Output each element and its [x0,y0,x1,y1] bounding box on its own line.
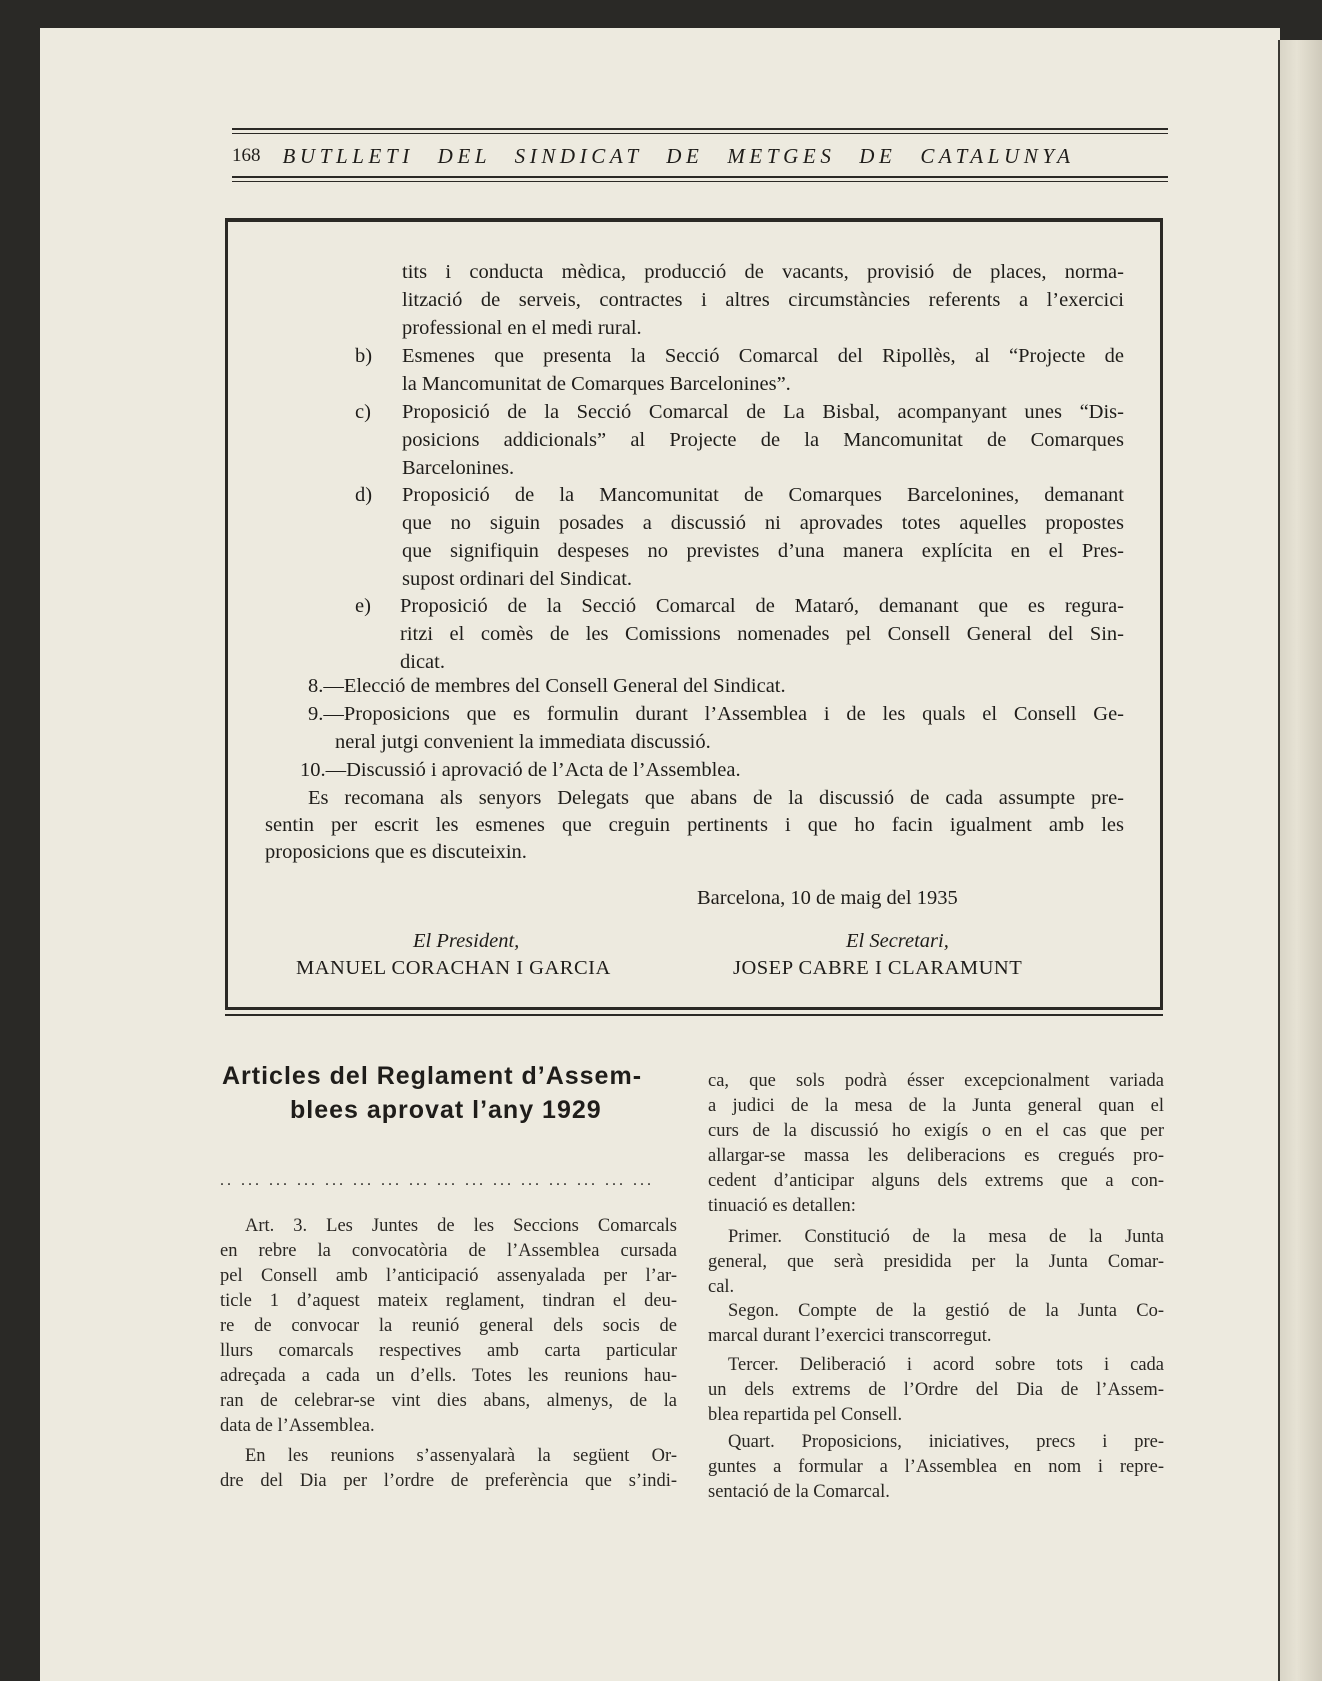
right-column-line: curs de la discussió ho exigís o en el cas que per [708,1121,1164,1141]
president-role: El President, [413,930,520,952]
notice-line: sentin per escrit les esmenes que creguin pertinents i que ho facin igualment amb les [265,814,1124,836]
item-label-c: c) [355,401,371,423]
notice-line: que no siguin posades a discussió ni aprovades totes aquelles propostes [402,512,1124,534]
right-column-line: blea repartida pel Consell. [708,1405,903,1425]
notice-line: que signifiquin despeses no previstes d’una manera explícita en el Pres- [402,540,1124,562]
left-column-line: re de convocar la reunió general dels socis de [220,1316,677,1336]
next-page-edge [1280,40,1322,1681]
running-title: BUTLLETI DEL SINDICAT DE METGES DE CATALUNYA [282,143,1075,168]
right-column-line: un dels extrems de l’Ordre del Dia de l’Assem- [708,1380,1164,1400]
left-column-line: ran de celebrar-se vint dies abans, almenys, de la [220,1391,677,1411]
running-header [232,140,1168,172]
president-name: MANUEL CORACHAN I GARCIA [296,957,611,979]
right-column-line: marcal durant l’exercici transcorregut. [708,1326,992,1346]
right-column-line: Primer. Constitució de la mesa de la Junta [728,1227,1164,1247]
notice-line: Proposició de la Mancomunitat de Comarques Barcelonines, demanant [402,484,1124,506]
right-column-line: Segon. Compte de la gestió de la Junta Co- [728,1301,1164,1321]
notice-line: la Mancomunitat de Comarques Barcelonines”. [402,373,791,395]
notice-line: supost ordinari del Sindicat. [402,568,633,590]
notice-item-10: 10.—Discussió i aprovació de l’Acta de l’Assemblea. [300,759,741,781]
notice-line: ritzi el comès de les Comissions nomenades pel Consell General del Sin- [400,623,1124,645]
notice-line: Barcelonines. [402,457,515,479]
notice-item-9: 9.—Proposicions que es formulin durant l’Assemblea i de les quals el Consell Ge- [308,703,1124,725]
notice-line: Esmenes que presenta la Secció Comarcal del Ripollès, al “Projecte de [402,345,1124,367]
notice-box-double-rule [225,1014,1163,1016]
header-rule-top-thin [232,133,1168,134]
left-column-line: En les reunions s’assenyalarà la següent Or- [245,1446,677,1466]
item-label-d: d) [355,484,373,506]
page-number: 168 [232,145,261,166]
notice-line: lització de serveis, contractes i altres circumstàncies referents a l’exercici [402,289,1124,311]
notice-line: Proposició de la Secció Comarcal de La Bisbal, acompanyant unes “Dis- [402,401,1124,423]
article-title-line2: blees aprovat l’any 1929 [290,1096,602,1124]
notice-line: professional en el medi rural. [402,317,642,339]
right-column-line: Tercer. Deliberació i acord sobre tots i cada [728,1355,1164,1375]
secretary-name: JOSEP CABRE I CLARAMUNT [733,957,1023,979]
notice-line: Proposició de la Secció Comarcal de Mataró, demanant que es regura- [400,595,1124,617]
right-column-line: cal. [708,1277,735,1297]
notice-line: dicat. [400,651,445,673]
left-column-line: adreçada a cada un d’ells. Totes les reunions hau- [220,1366,677,1386]
right-column-line: allargar-se massa les deliberacions es cregués pro- [708,1146,1164,1166]
left-column-line: pel Consell amb l’anticipació assenyalada per l’ar- [220,1266,677,1286]
header-rule-bottom [232,176,1168,178]
secretary-role: El Secretari, [846,930,949,952]
notice-line: tits i conducta mèdica, producció de vacants, provisió de places, norma- [402,261,1124,283]
article-title-line1: Articles del Reglament d’Assem- [222,1062,643,1090]
right-column-line: sentació de la Comarcal. [708,1482,890,1502]
right-column-line: Quart. Proposicions, iniciatives, precs i pre- [728,1432,1164,1452]
right-column-line: general, que serà presidida per la Junta Comar- [708,1252,1164,1272]
item-label-b: b) [355,345,373,367]
right-column-line: tinuació es detallen: [708,1196,856,1216]
item-label-e: e) [355,595,371,617]
right-column-line: guntes a formular a l’Assemblea en nom i repre- [708,1457,1164,1477]
header-rule-bottom-thin [232,181,1168,182]
notice-line: proposicions que es discuteixin. [265,841,527,863]
left-column-line: en rebre la convocatòria de l’Assemblea cursada [220,1241,677,1261]
left-column-line: data de l’Assemblea. [220,1416,375,1436]
right-column-line: cedent d’anticipar alguns dels extrems que a con- [708,1171,1164,1191]
left-column-line: Art. 3. Les Juntes de les Seccions Comarcals [245,1216,677,1236]
notice-line: Es recomana als senyors Delegats que abans de la discussió de cada assumpte pre- [308,787,1124,809]
notice-item-8: 8.—Elecció de membres del Consell General del Sindicat. [308,675,786,697]
left-column-line: dre del Dia per l’ordre de preferència que s’indi- [220,1471,677,1491]
right-column-line: a judici de la mesa de la Junta general quan el [708,1096,1164,1116]
notice-line: posicions addicionals” al Projecte de la Mancomunitat de Comarques [402,429,1124,451]
header-rule-top [232,128,1168,130]
notice-date: Barcelona, 10 de maig del 1935 [697,887,958,909]
right-column-line: ca, que sols podrà ésser excepcionalment variada [708,1071,1164,1091]
left-column-line: llurs comarcals respectives amb carta particular [220,1341,677,1361]
notice-line: neral jutgi convenient la immediata discussió. [335,731,711,753]
left-column-line: ticle 1 d’aquest mateix reglament, tindran el deu- [220,1291,677,1311]
elision-dots: .. ... ... ... ... ... ... ... ... ... ... ... ... ... ... ... [220,1172,654,1189]
